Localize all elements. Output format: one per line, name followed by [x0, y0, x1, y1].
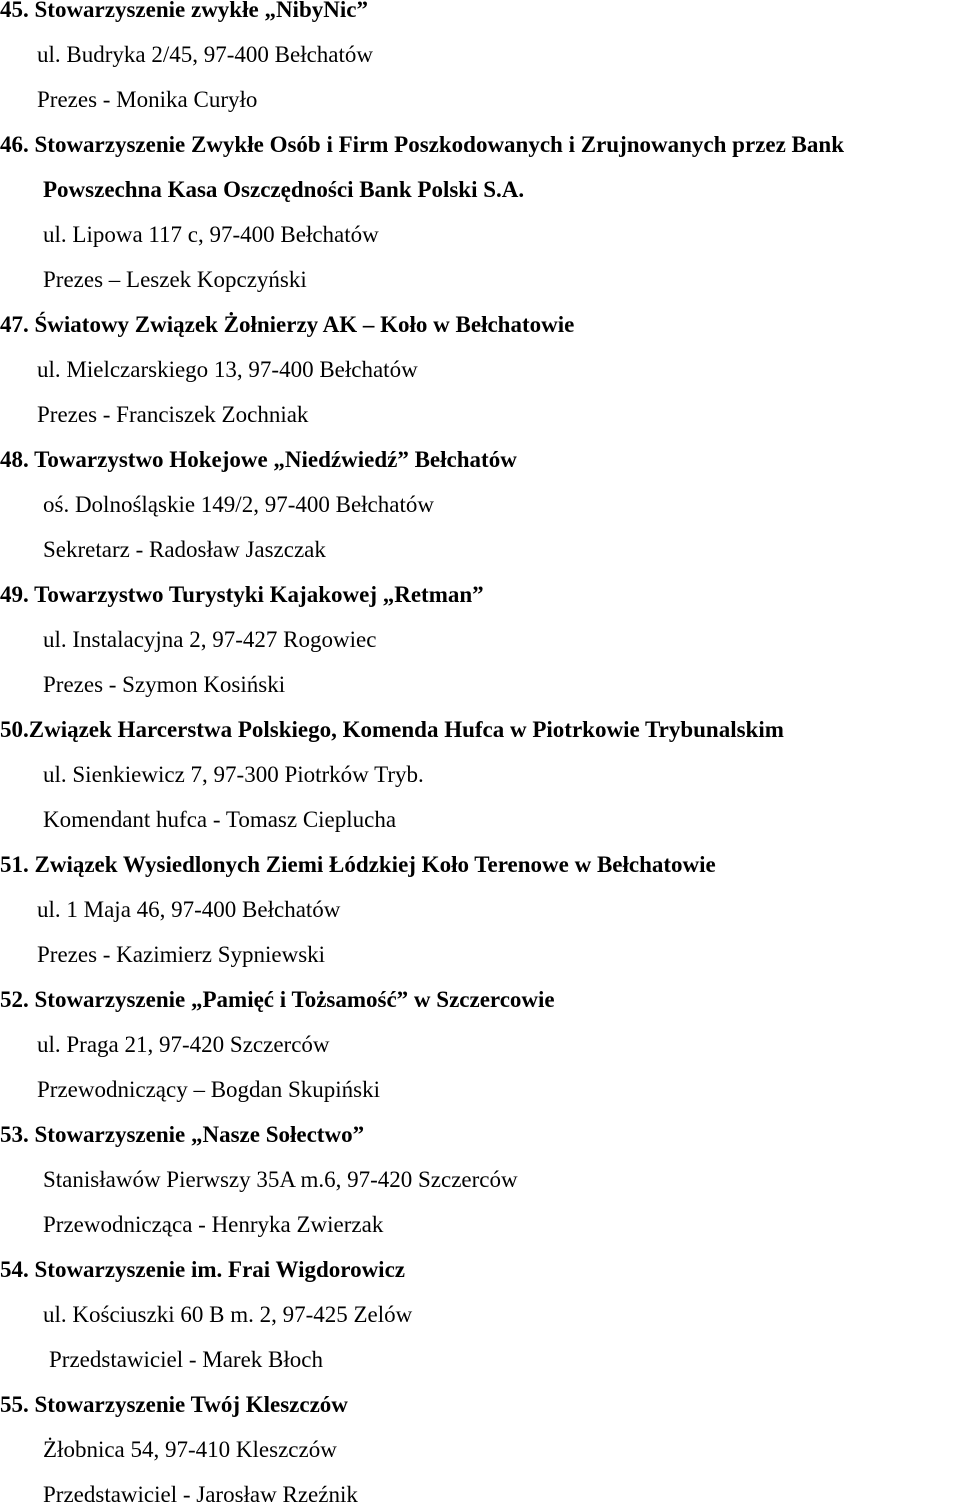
entry-52-address: ul. Praga 21, 97-420 Szczerców — [37, 1032, 330, 1057]
entry-51-title: 51. Związek Wysiedlonych Ziemi Łódzkiej Koło Terenowe w Bełchatowie — [0, 852, 716, 877]
entry-45-title: 45. Stowarzyszenie zwykłe „NibyNic” — [0, 0, 368, 22]
entry-54-address: ul. Kościuszki 60 B m. 2, 97-425 Zelów — [43, 1302, 413, 1327]
entry-49-address: ul. Instalacyjna 2, 97-427 Rogowiec — [43, 627, 377, 652]
entry-51-contact: Prezes - Kazimierz Sypniewski — [37, 942, 326, 967]
entry-45-address: ul. Budryka 2/45, 97-400 Bełchatów — [37, 42, 374, 67]
entry-55-address: Żłobnica 54, 97-410 Kleszczów — [43, 1437, 337, 1462]
entry-46-address: ul. Lipowa 117 c, 97-400 Bełchatów — [43, 222, 379, 247]
entry-51-address: ul. 1 Maja 46, 97-400 Bełchatów — [37, 897, 341, 922]
entry-53-address: Stanisławów Pierwszy 35A m.6, 97-420 Szczerców — [43, 1167, 518, 1192]
entry-50-contact: Komendant hufca - Tomasz Cieplucha — [43, 807, 397, 832]
entry-48-title: 48. Towarzystwo Hokejowe „Niedźwiedź” Bełchatów — [0, 447, 517, 472]
entry-52-contact: Przewodniczący – Bogdan Skupiński — [37, 1077, 381, 1102]
entry-54-title: 54. Stowarzyszenie im. Frai Wigdorowicz — [0, 1257, 405, 1282]
entry-45-contact: Prezes - Monika Curyło — [37, 87, 258, 112]
entry-50-title: 50.Związek Harcerstwa Polskiego, Komenda Hufca w Piotrkowie Trybunalskim — [0, 717, 784, 742]
entry-47-address: ul. Mielczarskiego 13, 97-400 Bełchatów — [37, 357, 418, 382]
entry-49-title: 49. Towarzystwo Turystyki Kajakowej „Retman” — [0, 582, 484, 607]
entry-55-title: 55. Stowarzyszenie Twój Kleszczów — [0, 1392, 348, 1417]
entry-46-contact: Prezes – Leszek Kopczyński — [43, 267, 307, 292]
entry-54-contact: Przedstawiciel - Marek Błoch — [49, 1347, 323, 1372]
entry-52-title: 52. Stowarzyszenie „Pamięć i Tożsamość” w Szczercowie — [0, 987, 555, 1012]
entry-48-contact: Sekretarz - Radosław Jaszczak — [43, 537, 326, 562]
entry-47-contact: Prezes - Franciszek Zochniak — [37, 402, 309, 427]
entry-46-title-continued: Powszechna Kasa Oszczędności Bank Polski S.A. — [43, 177, 525, 202]
entry-49-contact: Prezes - Szymon Kosiński — [43, 672, 286, 697]
entry-53-title: 53. Stowarzyszenie „Nasze Sołectwo” — [0, 1122, 365, 1147]
entry-53-contact: Przewodnicząca - Henryka Zwierzak — [43, 1212, 384, 1237]
entry-47-title: 47. Światowy Związek Żołnierzy AK – Koło w Bełchatowie — [0, 312, 575, 337]
entry-50-address: ul. Sienkiewicz 7, 97-300 Piotrków Tryb. — [43, 762, 424, 787]
entry-48-address: oś. Dolnośląskie 149/2, 97-400 Bełchatów — [43, 492, 434, 517]
entry-55-contact: Przedstawiciel - Jarosław Rzeźnik — [43, 1482, 358, 1507]
entry-46-title: 46. Stowarzyszenie Zwykłe Osób i Firm Poszkodowanych i Zrujnowanych przez Bank — [0, 132, 844, 157]
